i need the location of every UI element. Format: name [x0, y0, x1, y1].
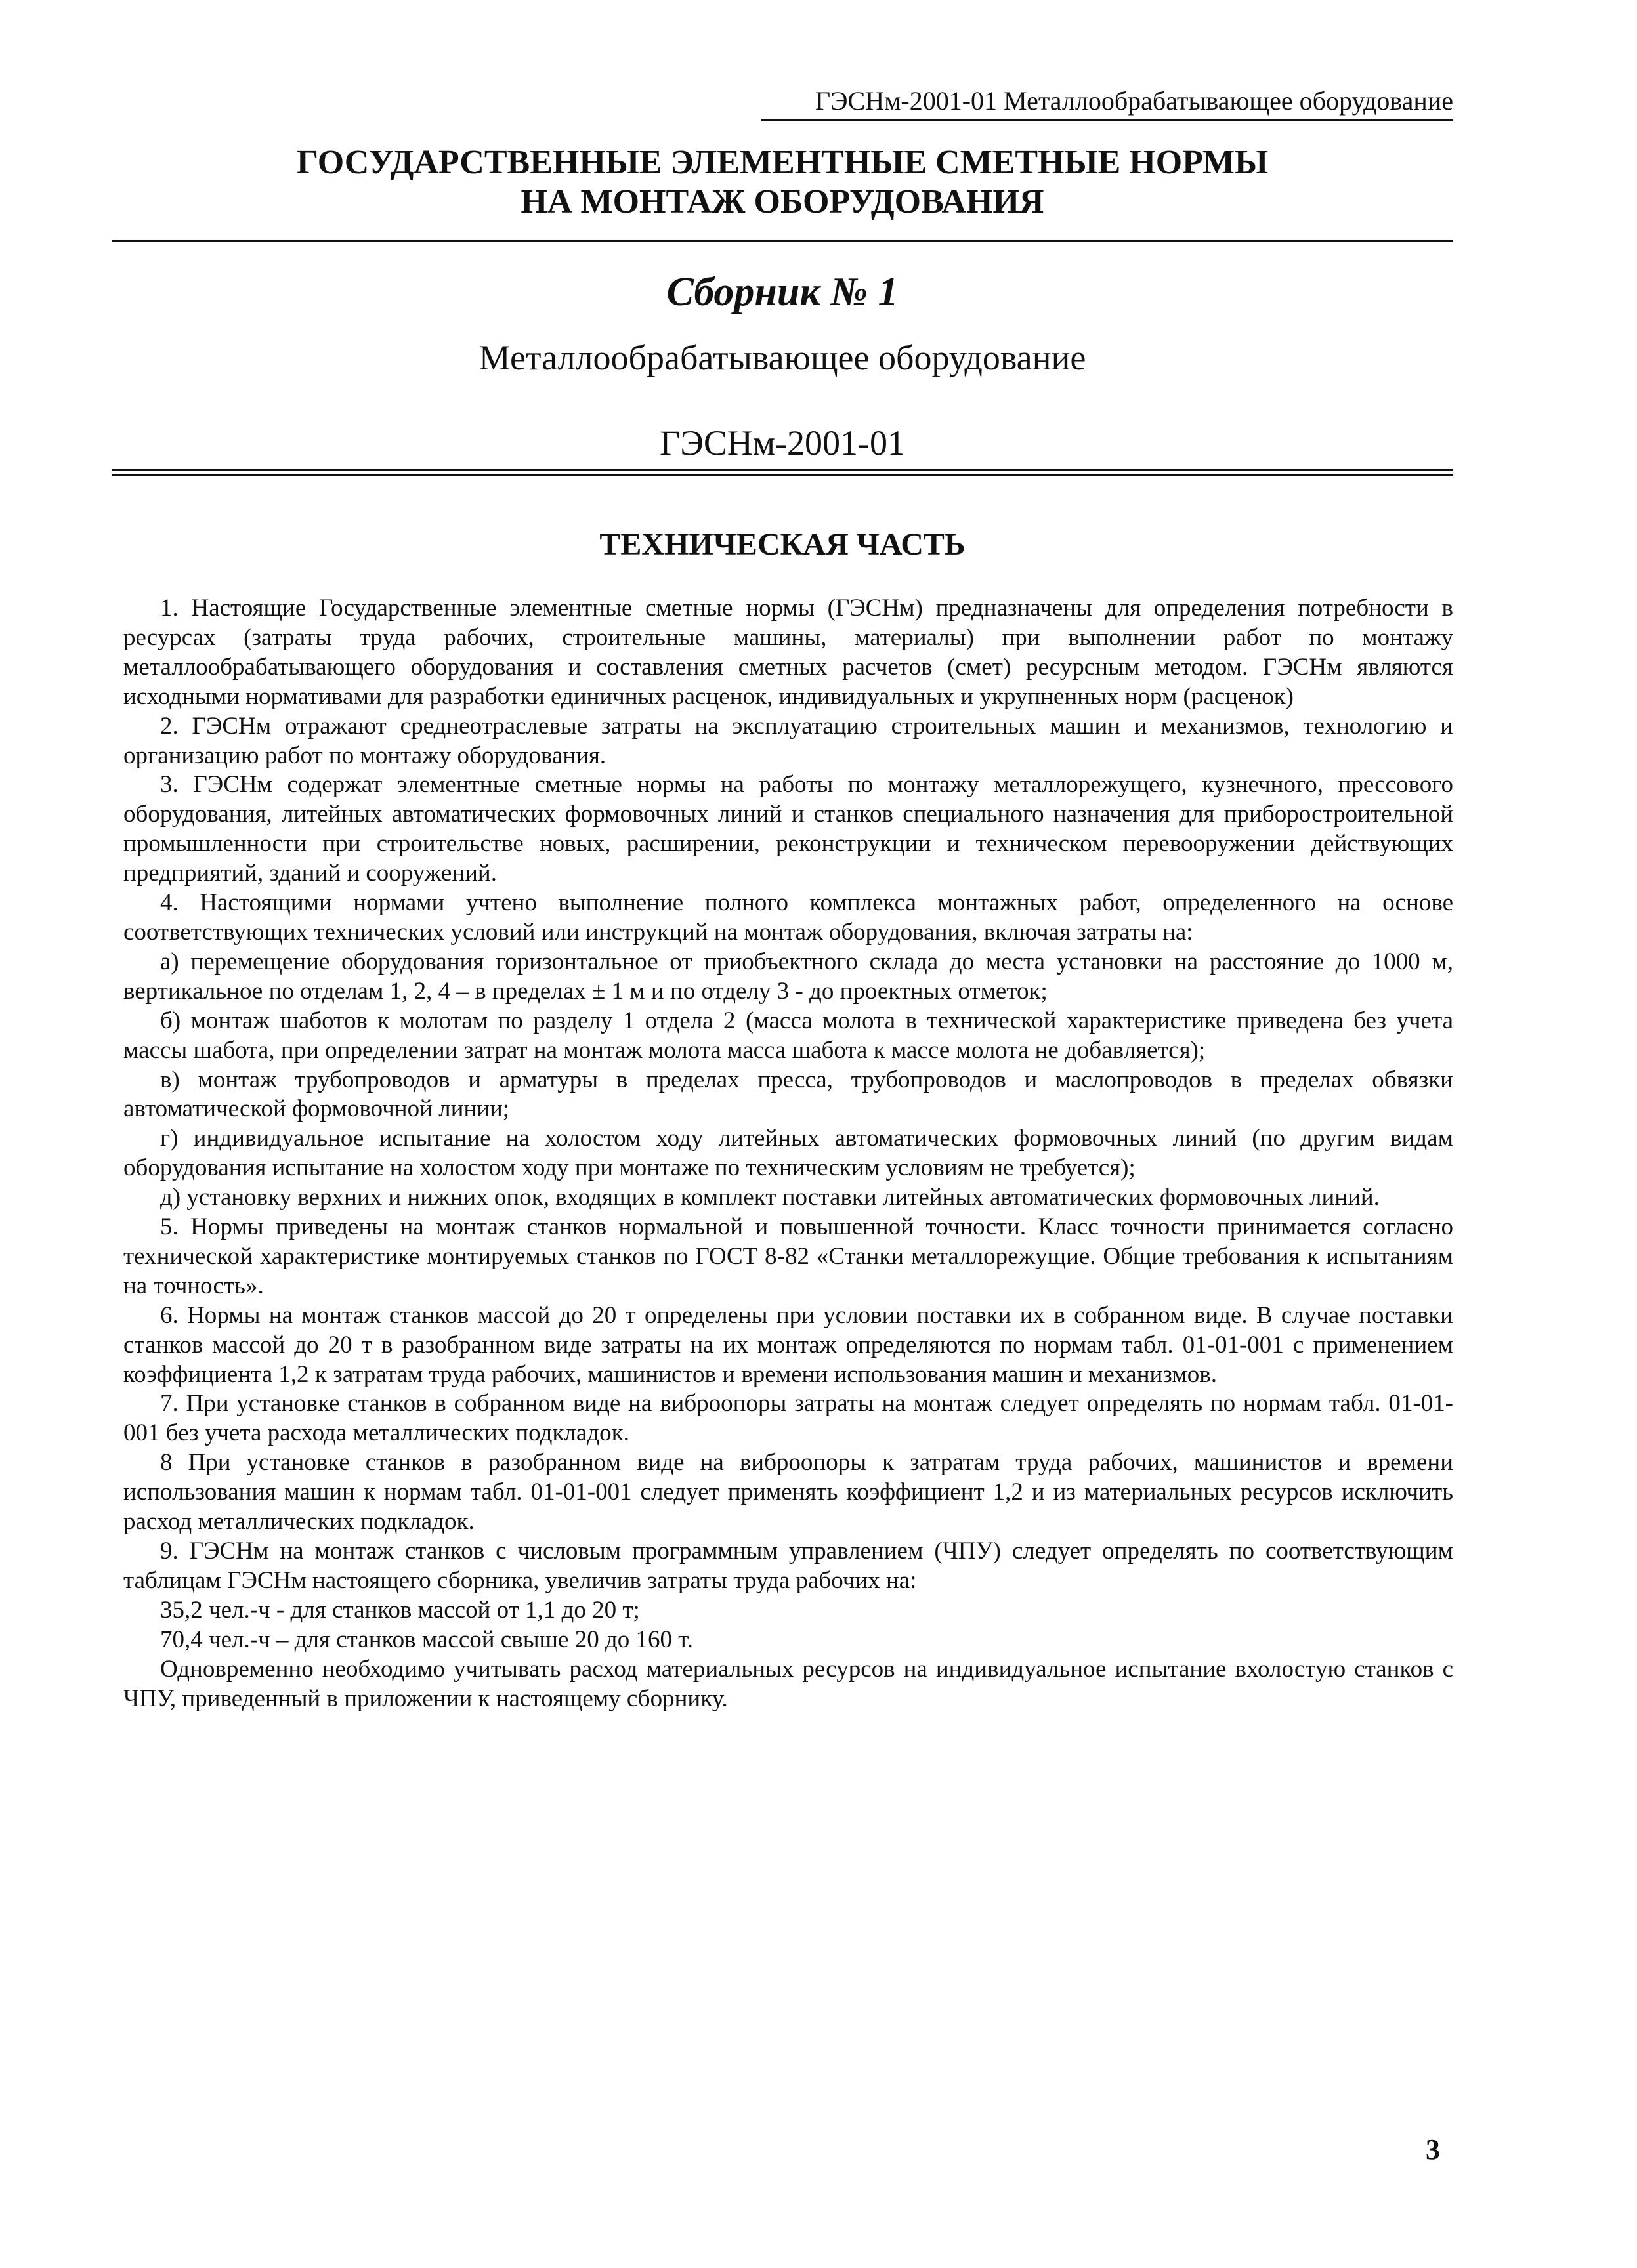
code-divider-bottom: [112, 474, 1453, 476]
paragraph: 5. Нормы приведены на монтаж станков нормальной и повышенной точности. Класс точности принимается согласно технической характеристике монтируемых станков по ГОСТ 8-82 «Станки металлорежущие. Общие требования к испытаниям на точность».: [123, 1213, 1453, 1299]
paragraph: в) монтаж трубопроводов и арматуры в пределах пресса, трубопроводов и маслопроводов в пределах обвязки автоматической формовочной линии;: [123, 1066, 1453, 1123]
paragraph: 35,2 чел.-ч - для станков массой от 1,1 до 20 т;: [160, 1596, 640, 1624]
collection-subtitle: Металлообрабатывающее оборудование: [478, 338, 1086, 377]
paragraph: 3. ГЭСНм содержат элементные сметные нормы на работы по монтажу металлорежущего, кузнечного, прессового оборудования, литейных автоматических формовочных линий и станков специального назначения для приборостроительной промышленности при строительстве новых, расширении, реконструкции и техническом перевооружении действующих предприятий, зданий и сооружений.: [123, 771, 1453, 887]
paragraph: 8 При установке станков в разобранном виде на виброопоры к затратам труда рабочих, машинистов и времени использования машин к нормам табл. 01-01-001 следует применять коэффициент 1,2 и из материальных ресурсов исключить расход металлических подкладок.: [123, 1449, 1453, 1536]
header-rule: [761, 119, 1453, 121]
technical-part-body: [123, 594, 1453, 1713]
paragraph: 9. ГЭСНм на монтаж станков с числовым программным управлением (ЧПУ) следует определять по соответствующим таблицам ГЭСНм настоящего сборника, увеличив затраты труда рабочих на:: [123, 1538, 1453, 1594]
page-number: 3: [1426, 2133, 1440, 2166]
collection-title: Сборник № 1: [666, 270, 899, 314]
paragraph: Одновременно необходимо учитывать расход материальных ресурсов на индивидуальное испытание вхолостую станков с ЧПУ, приведенный в приложении к настоящему сборнику.: [123, 1655, 1453, 1712]
paragraph: 1. Настоящие Государственные элементные сметные нормы (ГЭСНм) предназначены для определения потребности в ресурсах (затраты труда рабочих, строительные машины, материалы) при выполнении работ по монтажу металлообрабатывающего оборудования и составления сметных расчетов (смет) ресурсным методом. ГЭСНм являются исходными нормативами для разработки единичных расценок, индивидуальных и укрупненных норм (расценок): [123, 595, 1453, 710]
paragraph: 6. Нормы на монтаж станков массой до 20 т определены при условии поставки их в собранном виде. В случае поставки станков массой до 20 т в разобранном виде затраты на их монтаж определяются по нормам табл. 01-01-001 с применением коэффициента 1,2 к затратам труда рабочих, машинистов и времени использования машин и механизмов.: [123, 1301, 1453, 1388]
paragraph: д) установку верхних и нижних опок, входящих в комплект поставки литейных автоматических формовочных линий.: [160, 1184, 1380, 1211]
collection-code: ГЭСНм-2001-01: [659, 423, 906, 463]
document-title-line-1: ГОСУДАРСТВЕННЫЕ ЭЛЕМЕНТНЫЕ СМЕТНЫЕ НОРМЫ: [296, 144, 1269, 181]
paragraph: б) монтаж шаботов к молотам по разделу 1 отдела 2 (масса молота в технической характеристике приведена без учета массы шабота, при определении затрат на монтаж молота масса шабота к массе молота не добавляется);: [123, 1007, 1453, 1064]
title-divider: [112, 240, 1453, 242]
paragraph: 4. Настоящими нормами учтено выполнение полного комплекса монтажных работ, определенного на основе соответствующих технических условий или инструкций на монтаж оборудования, включая затраты на:: [123, 889, 1453, 946]
paragraph: 2. ГЭСНм отражают среднеотраслевые затраты на эксплуатацию строительных машин и механизмов, технологию и организацию работ по монтажу оборудования.: [123, 712, 1453, 769]
document-title: [112, 143, 1453, 222]
paragraph: а) перемещение оборудования горизонтальное от приобъектного склада до места установки на расстояние до 1000 м, вертикальное по отделам 1, 2, 4 – в пределах ± 1 м и по отделу 3 - до проектных отметок;: [123, 948, 1453, 1005]
running-header: ГЭСНм-2001-01 Металлообрабатывающее оборудование: [815, 86, 1453, 116]
section-title: ТЕХНИЧЕСКАЯ ЧАСТЬ: [599, 527, 966, 562]
paragraph: г) индивидуальное испытание на холостом ходу литейных автоматических формовочных линий (по другим видам оборудования испытание на холостом ходу при монтаже по техническим условиям не требуется);: [123, 1125, 1453, 1182]
code-divider-top: [112, 469, 1453, 471]
paragraph: 7. При установке станков в собранном виде на виброопоры затраты на монтаж следует определять по нормам табл. 01-01-001 без учета расхода металлических подкладок.: [123, 1390, 1453, 1447]
document-title-line-2: НА МОНТАЖ ОБОРУДОВАНИЯ: [521, 183, 1044, 220]
paragraph: 70,4 чел.-ч – для станков массой свыше 20 до 160 т.: [160, 1626, 693, 1653]
